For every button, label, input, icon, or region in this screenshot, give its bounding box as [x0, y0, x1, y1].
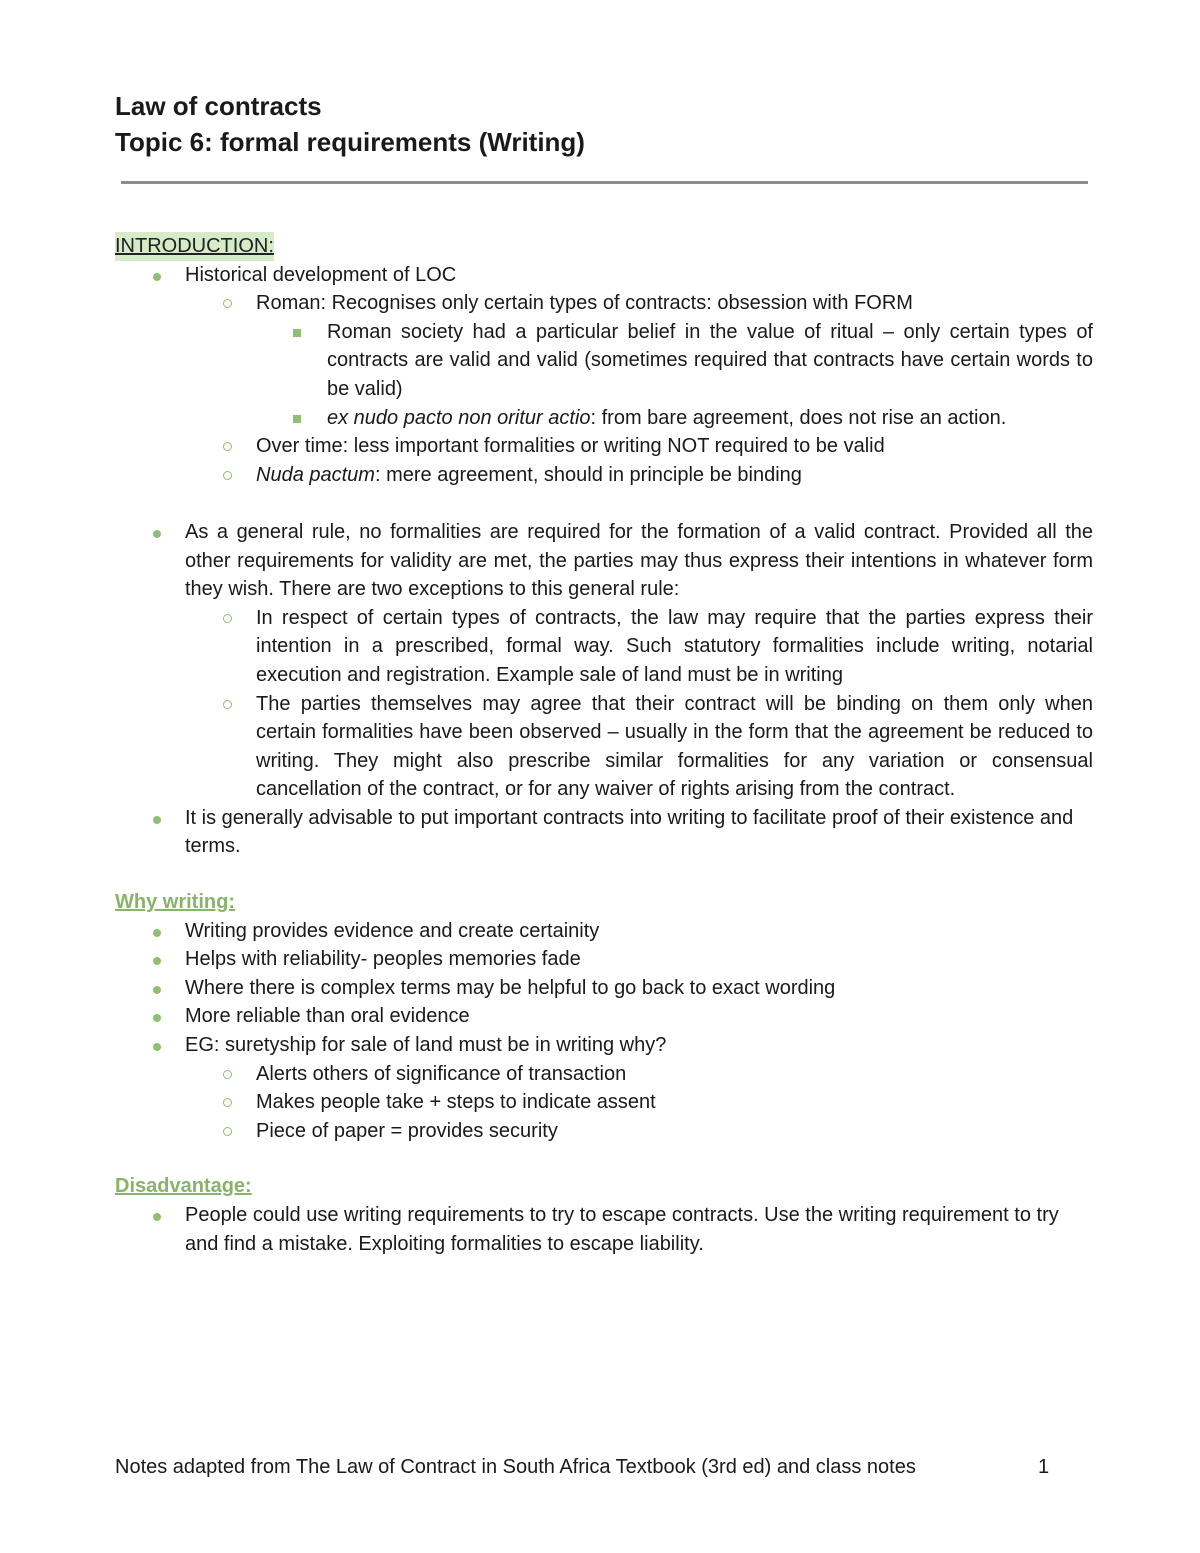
- list-item-text: People could use writing requirements to try to escape contracts. Use the writing requirement to try and find a mistake. Exploiting formalities to escape liability.: [185, 1204, 1059, 1255]
- nested-list: [115, 604, 1093, 804]
- list-item-text: Historical development of LOC: [185, 263, 457, 286]
- bullet-dot-icon: [153, 816, 161, 824]
- list-item: [185, 690, 1093, 804]
- bullet-circle-icon: [223, 1070, 232, 1079]
- list-item: [115, 804, 1093, 861]
- list-item: [115, 518, 1093, 804]
- bullet-circle-icon: [223, 471, 232, 480]
- bullet-circle-icon: [223, 1127, 232, 1136]
- list-item-text: As a general rule, no formalities are required for the formation of a valid contract. Provided all the other requirements for validity are met, the parties may thus express their intentions in whatever form they wish. There are two exceptions to this general rule:: [185, 520, 1093, 601]
- footer-note: Notes adapted from The Law of Contract in South Africa Textbook (3rd ed) and class notes: [115, 1456, 916, 1478]
- list-item: [115, 261, 1093, 490]
- list-item: [115, 945, 1093, 974]
- bullet-dot-icon: [153, 957, 161, 965]
- page-title: [115, 88, 585, 160]
- list-item: [185, 461, 1093, 490]
- bullet-dot-icon: [153, 929, 161, 937]
- introduction-list-continued: [115, 518, 1093, 861]
- list-item: [185, 604, 1093, 690]
- latin-term: Nuda pactum: [256, 463, 375, 486]
- nested-list: [115, 289, 1093, 489]
- bullet-dot-icon: [153, 1043, 161, 1051]
- bullet-square-icon: [293, 415, 301, 423]
- list-item: [185, 432, 1093, 461]
- bullet-dot-icon: [153, 273, 161, 281]
- list-item-text: : mere agreement, should in principle be binding: [374, 463, 802, 486]
- bullet-dot-icon: [153, 1213, 161, 1221]
- document-body: [115, 232, 1093, 1258]
- bullet-square-icon: [293, 329, 301, 337]
- list-item: [115, 1201, 1093, 1258]
- disadvantage-section: [115, 1172, 1093, 1258]
- list-item-text: Alerts others of significance of transaction: [256, 1062, 627, 1085]
- list-item: [115, 974, 1093, 1003]
- latin-maxim: ex nudo pacto non oritur actio: [327, 406, 591, 429]
- list-item-text: The parties themselves may agree that their contract will be binding on them only when certain formalities have been observed – usually in the form that the agreement be reduced to writing. They might also prescribe similar formalities for any variation or consensual cancellation of the contract, or for any waiver of rights arising from the contract.: [256, 692, 1093, 801]
- document-title: Law of contracts: [115, 91, 322, 121]
- introduction-list: [115, 261, 1093, 490]
- disadvantage-heading: Disadvantage:: [115, 1175, 252, 1198]
- bullet-dot-icon: [153, 986, 161, 994]
- bullet-circle-icon: [223, 1098, 232, 1107]
- topic-title: Topic 6: formal requirements (Writing): [115, 127, 585, 157]
- list-item-text: Where there is complex terms may be helpful to go back to exact wording: [185, 976, 836, 999]
- bullet-circle-icon: [223, 299, 232, 308]
- disadvantage-list: [115, 1201, 1093, 1258]
- list-item: [115, 917, 1093, 946]
- list-item-text: In respect of certain types of contracts, the law may require that the parties express their intention in a prescribed, formal way. Such statutory formalities include writing, notarial execution and registration. Example sale of land must be in writing: [256, 606, 1093, 686]
- list-item: [185, 289, 1093, 432]
- introduction-heading: INTRODUCTION:: [115, 232, 274, 261]
- why-writing-section: [115, 888, 1093, 1145]
- list-item-text: EG: suretyship for sale of land must be in writing why?: [185, 1034, 667, 1057]
- bullet-circle-icon: [223, 442, 232, 451]
- nested-list: [256, 318, 1093, 432]
- list-item-text: It is generally advisable to put important contracts into writing to facilitate proof of their existence and terms.: [185, 806, 1074, 858]
- nested-list: [115, 1060, 1093, 1146]
- list-item: [185, 1088, 1093, 1117]
- why-writing-list: [115, 917, 1093, 1146]
- list-item: [185, 1060, 1093, 1089]
- list-item-text: Makes people take + steps to indicate assent: [256, 1091, 656, 1114]
- list-item-text: Roman society had a particular belief in the value of ritual – only certain types of contracts are valid and valid (sometimes required that contracts have certain words to be valid): [327, 320, 1093, 400]
- horizontal-divider: [121, 181, 1088, 184]
- list-item-text: Helps with reliability- peoples memories fade: [185, 948, 581, 971]
- list-item: [256, 404, 1093, 433]
- list-item-text: : from bare agreement, does not rise an action.: [590, 406, 1007, 429]
- list-item: [115, 1031, 1093, 1145]
- bullet-circle-icon: [223, 700, 232, 709]
- list-item-text: More reliable than oral evidence: [185, 1005, 470, 1028]
- bullet-dot-icon: [153, 530, 161, 538]
- list-item: [185, 1117, 1093, 1146]
- list-item-text: Writing provides evidence and create certainity: [185, 919, 600, 942]
- list-item-text: Piece of paper = provides security: [256, 1119, 558, 1142]
- list-item-text: Roman: Recognises only certain types of contracts: obsession with FORM: [256, 292, 913, 315]
- bullet-dot-icon: [153, 1014, 161, 1022]
- bullet-circle-icon: [223, 614, 232, 623]
- introduction-section: [115, 232, 1093, 861]
- page-number: 1: [1038, 1456, 1050, 1478]
- why-writing-heading: Why writing:: [115, 891, 235, 914]
- list-item-text: Over time: less important formalities or writing NOT required to be valid: [256, 435, 885, 458]
- list-item: [115, 1002, 1093, 1031]
- list-item: [256, 318, 1093, 404]
